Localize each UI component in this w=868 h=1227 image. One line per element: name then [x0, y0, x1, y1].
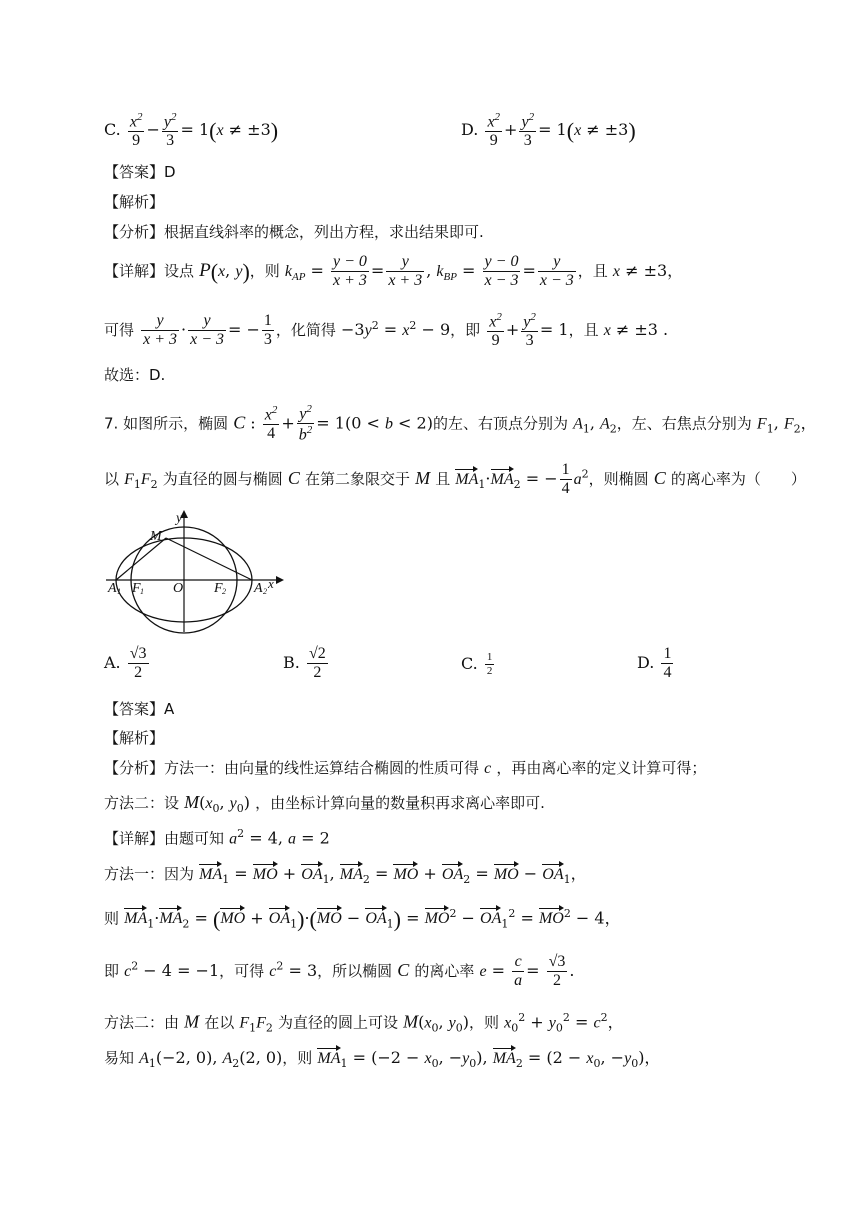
- q7-option-b: B. $\frac{√2}{2}$: [283, 645, 326, 681]
- q7-method2: 方法二：由 M 在以 $F_1F_2$ 为直径的圆上可设 $M(x_0$, $y_0$)，则 $x_0^2 + y_0^2 = c^2$，: [104, 1011, 624, 1035]
- q7-easy: 易知 $A_1(-2$, 0), $A_2(2$, 0)，则 $MA_1 = (-2 - x_0$, $-y_0$), $MA_2 = (2 - x_0$, $-y_0$)，: [104, 1048, 661, 1071]
- q7-stem-line2: 以 $F_1F_2$ 为直径的圆与椭圆 C 在第二象限交于 M 且 $MA_1\cdot MA_2$ = − $\frac{1}{4}$ $a^2$，则椭圆 C 的离心率为（ ）: [104, 461, 806, 497]
- q7-ie: 即 $c^2 - 4 = -1$，可得 $c^2 = 3$，所以椭圆 C 的离心率 e = $\frac{c}{a}$ = $\frac{√3}{2}$ .: [104, 953, 575, 989]
- q6-answer: 【答案】D: [104, 163, 176, 181]
- q7-then: 则 $MA_1\cdot MA_2 = (MO + OA_1)\cdot(MO - OA_1) = MO^2 - OA_1^2 = MO^2 - 4$，: [104, 906, 621, 932]
- q7-analysis-2: 方法二：设 $M(x_0$, $y_0$) ，由坐标计算向量的数量积再求离心率即可.: [104, 792, 545, 816]
- fig-label-m: M: [150, 529, 162, 544]
- q6-choose: 故选：D.: [104, 366, 166, 384]
- q6-option-d: D. $\frac{x^2}{9}$ + $\frac{y^2}{3}$ = 1(x ≠ ±3): [461, 111, 636, 150]
- q7-option-d: D. $\frac{1}{4}$: [637, 645, 672, 681]
- q7-analysis-head: 【解析】: [104, 729, 165, 747]
- fig-label-a1: A: [108, 581, 117, 596]
- q6-detail: 【详解】设点 P(x, y)，则 $k_{AP}$ = $\frac{y - 0}{x + 3}$ = $\frac{y}{x + 3}$ , $k_{BP}$ = $\frac{y - 0}{x - 3}$ = $\frac{y}{x - 3}$ ，且 x ≠ ±3，: [104, 253, 684, 289]
- q6-derive: 可得 $\frac{y}{x + 3}$ · $\frac{y}{x - 3}$ = − $\frac{1}{3}$ ，化简得 $-3y^2 = x^2 - 9$，即 $\frac{x^2}{9}$ + $\frac{y^2}{3}$ = 1，且 x ≠ ±3 .: [104, 311, 669, 350]
- fig-label-f1: F: [132, 581, 141, 596]
- q6-analysis: 【分析】根据直线斜率的概念，列出方程，求出结果即可.: [104, 223, 484, 241]
- svg-text:1: 1: [117, 587, 121, 596]
- svg-text:1: 1: [140, 587, 144, 596]
- fig-label-y: y: [176, 511, 183, 526]
- fig-label-f2: F: [214, 581, 223, 596]
- svg-text:2: 2: [222, 587, 226, 596]
- q6-option-c: C. $\frac{x^2}{9}$ − $\frac{y^2}{3}$ = 1(x ≠ ±3): [104, 111, 279, 150]
- q7-analysis-1: 【分析】方法一：由向量的线性运算结合椭圆的性质可得 c ，再由离心率的定义计算可得；: [104, 759, 707, 777]
- q6-analysis-head: 【解析】: [104, 193, 165, 211]
- q7-answer: 【答案】A: [104, 700, 175, 718]
- q7-option-c: C. $\frac{1}{2}$: [461, 651, 493, 677]
- svg-text:2: 2: [263, 587, 267, 596]
- fig-label-a2: A: [254, 581, 263, 596]
- q7-option-a: A. $\frac{√3}{2}$: [104, 645, 147, 681]
- fig-label-x: x: [268, 576, 274, 591]
- fig-label-o: O: [173, 581, 184, 596]
- q7-stem-line1: 7. 如图所示，椭圆 C : $\frac{x^2}{4}$ + $\frac{y^2}{b^2}$ = 1(0 < b < 2)的左、右顶点分别为 $A_1$, $A_2$，左、右焦点分别为 $F_1$, $F_2$，: [104, 403, 817, 444]
- ellipse-circle-figure: [104, 508, 284, 634]
- q7-method1: 方法一：因为 $MA_1$ = MO + $OA_1$, $MA_2$ = MO + $OA_2$ = MO − $OA_1$，: [104, 864, 587, 887]
- q7-detail: 【详解】由题可知 $a^2 = 4$, a = 2: [104, 827, 330, 848]
